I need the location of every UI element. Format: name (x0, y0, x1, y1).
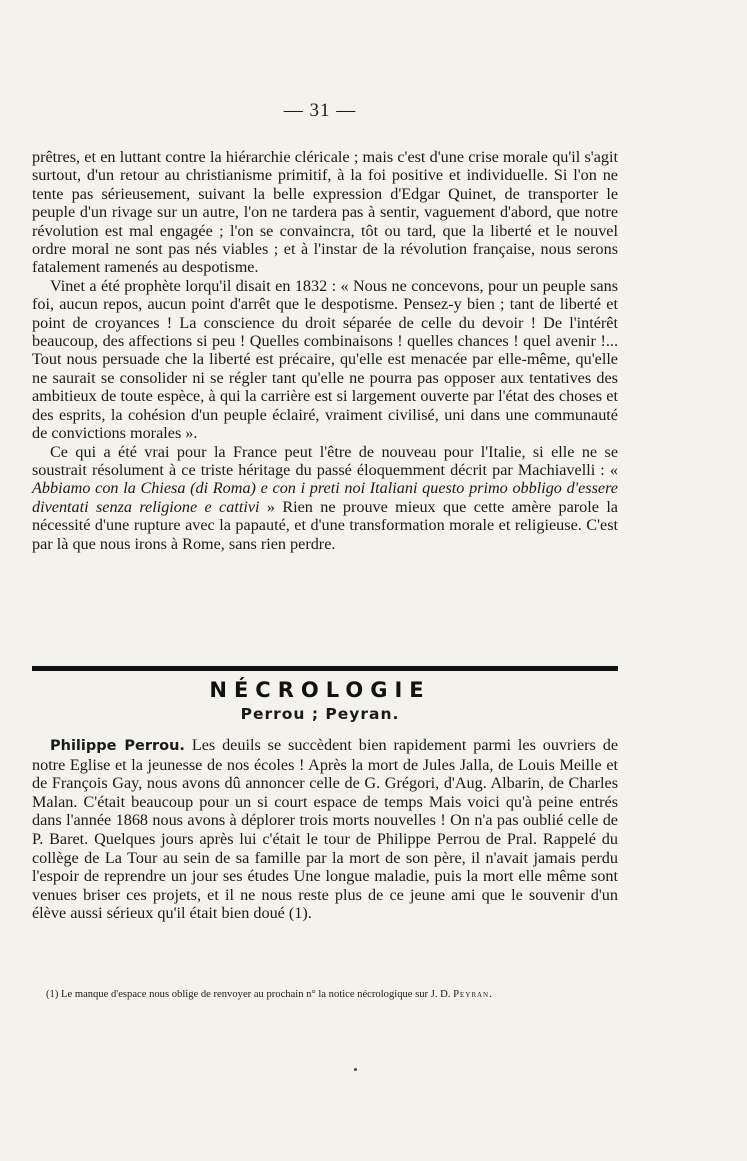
section-subtitle: Perrou ; Peyran. (240, 705, 400, 723)
paragraph-3-intro: Ce qui a été vrai pour la France peut l'être de nouveau pour l'Italie, si elle ne se soustrait résolument à ce triste héritage du passé éloquemment décrit par Machiavelli : « (32, 442, 618, 479)
footnote-paragraph (32, 988, 618, 1001)
footnote (32, 988, 618, 1001)
necrology-paragraph (32, 736, 618, 923)
necrology-body: Les deuils se succèdent bien rapidement parmi les ouvriers de notre Eglise et la jeunesse de nos écoles ! Après la mort de Jules Jalla, de Louis Meille et de François Gay, nous avons dû annoncer celle de G. Grégori, d'Aug. Albarin, de Charles Malan. C'était beaucoup pour un si court espace de temps Mais voici qu'à peine entrés dans l'année 1868 nous avons à déplorer trois morts nouvelles ! On n'a pas oublié celle de P. Baret. Quelques jours après lui c'était le tour de Philippe Perrou de Pral. Rappelé du collège de La Tour au sein de sa famille par la mort de son père, il n'avait jamais perdu l'espoir de reprendre un jour ses études Une longue maladie, puis la mort elle même sont venues briser ces projets, et il ne nous reste plus de ce jeune ami que le souvenir d'un élève aussi sérieux qu'il était bien doué (1). (32, 736, 618, 923)
footnote-name: Peyran. (453, 989, 493, 1000)
paper-speck (354, 1068, 357, 1071)
necrology-text (32, 736, 618, 923)
paragraph-2: Vinet a été prophète lorqu'il disait en 1832 : « Nous ne concevons, pour un peuple sans foi, aucun repos, aucun point d'arrêt que le despotisme. Pensez-y bien ; tant de liberté et point de croyances ! La conscience du droit séparée de celle du devoir ! De l'intérêt beaucoup, des affections si peu ! Quelles combinaisons ! quelles chances ! quel avenir !... Tout nous persuade che la liberté est précaire, qu'elle est menacée par elle-même, qu'elle ne saurait se consolider ni se régler tant qu'elle ne pourra pas opposer aux tentatives des ambitieux de toute espèce, à qui la carrière est si largement ouverte par l'état des choses et des esprits, la cohésion d'un peuple éclairé, vraiment civilisé, uni dans une communauté de convictions morales ». (32, 276, 618, 443)
section-title: NÉCROLOGIE (209, 678, 431, 702)
lead-name: Philippe Perrou. (50, 738, 185, 754)
footnote-text: (1) Le manque d'espace nous oblige de renvoyer au prochain n° la notice nécrologique sur J. D. (46, 989, 454, 1000)
paragraph-1: prêtres, et en luttant contre la hiérarchie cléricale ; mais c'est d'une crise morale qu'il s'agit surtout, d'un retour au christianisme primitif, à la foi positive et individuelle. Si l'on ne tente pas sérieusement, suivant la belle expression d'Edgar Quinet, de transporter le peuple d'un rivage sur un autre, l'on ne tardera pas à sentir, vaguement d'abord, que notre révolution est mal engagée ; l'on se convaincra, tôt ou tard, que la liberté et le nouvel ordre moral ne sont pas nés viables ; et à l'instar de la révolution française, nous serons fatalement ramenés au despotisme. (32, 148, 618, 277)
page-number: — 31 — (283, 100, 357, 121)
machiavelli-quote: Abbiamo con la Chiesa (di Roma) e con i preti noi Italiani questo primo obbligo d'essere diventati senza religione e cattivi (32, 479, 618, 516)
paragraph-3 (32, 443, 618, 553)
main-article-text (32, 148, 618, 553)
section-divider (32, 666, 618, 671)
paragraph-3-conclusion: » Rien ne prouve mieux que cette amère parole la nécessité d'une rupture avec la papauté, et d'une transformation morale et religieuse. C'est par là que nous irons à Rome, sans rien perdre. (32, 497, 618, 553)
